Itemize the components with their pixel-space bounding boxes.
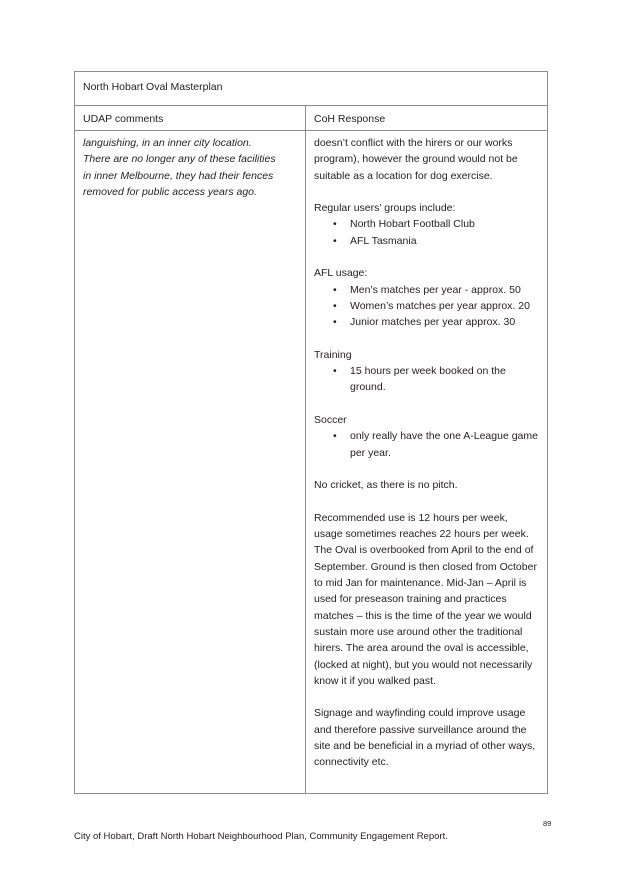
list-item: • only really have the one A-League game per year. xyxy=(314,428,539,461)
udap-comments-cell xyxy=(75,131,306,794)
table-title-cell xyxy=(75,72,548,106)
regular-users-list xyxy=(314,216,539,249)
training-list xyxy=(314,363,539,396)
coh-response-text xyxy=(314,135,539,771)
training-heading: Training xyxy=(314,348,352,361)
coh-paragraph-cricket: No cricket, as there is no pitch. xyxy=(314,479,458,492)
list-item: • 15 hours per week booked on the ground. xyxy=(314,363,539,396)
afl-usage-list xyxy=(314,282,539,331)
table-header-row xyxy=(75,106,548,131)
coh-response-cell xyxy=(306,131,548,794)
list-item: • Junior matches per year approx. 30 xyxy=(314,314,539,330)
regular-users-heading: Regular users’ groups include: xyxy=(314,202,456,215)
afl-usage-heading: AFL usage: xyxy=(314,267,368,280)
list-item: • Men’s matches per year - approx. 50 xyxy=(314,282,539,298)
udap-line: in inner Melbourne, they had their fences xyxy=(83,169,274,182)
column-header-udap: UDAP comments xyxy=(83,113,164,125)
list-item: • AFL Tasmania xyxy=(314,233,539,249)
coh-paragraph-usage: Recommended use is 12 hours per week, usage sometimes reaches 22 hours per week. The Oval is overbooked from April to the end of September. Ground is then closed from October to mid Jan for maintenance. Mid-Jan – April is used for preseason training and practices matches – this is the time of the year we would sustain more use around other the traditional hirers. The area around the oval is accessible, (locked at night), but you would not necessarily know it if you walked past. xyxy=(314,511,537,687)
list-item: • North Hobart Football Club xyxy=(314,216,539,232)
udap-comments-text xyxy=(83,135,297,200)
footer-note: City of Hobart, Draft North Hobart Neighbourhood Plan, Community Engagement Report. xyxy=(74,831,448,842)
table-title: North Hobart Oval Masterplan xyxy=(83,81,223,93)
soccer-heading: Soccer xyxy=(314,414,347,427)
column-header-coh-cell xyxy=(306,106,548,131)
column-header-udap-cell xyxy=(75,106,306,131)
masterplan-table xyxy=(74,71,548,794)
table-title-row xyxy=(75,72,548,106)
coh-paragraph-intro: doesn’t conflict with the hirers or our works program), however the ground would not be suitable as a location for dog exercise. xyxy=(314,137,518,182)
udap-line: languishing, in an inner city location. xyxy=(83,137,252,149)
list-item: • Women’s matches per year approx. 20 xyxy=(314,298,539,314)
udap-line: There are no longer any of these facilities xyxy=(83,153,276,166)
coh-paragraph-signage: Signage and wayfinding could improve usage and therefore passive surveillance around the site and be beneficial in a myriad of other ways, connectivity etc. xyxy=(314,707,536,769)
udap-line: removed for public access years ago. xyxy=(83,185,257,198)
table-body-row xyxy=(75,131,548,794)
column-header-coh: CoH Response xyxy=(314,113,386,125)
soccer-list xyxy=(314,428,539,461)
page-number: 89 xyxy=(543,819,552,828)
